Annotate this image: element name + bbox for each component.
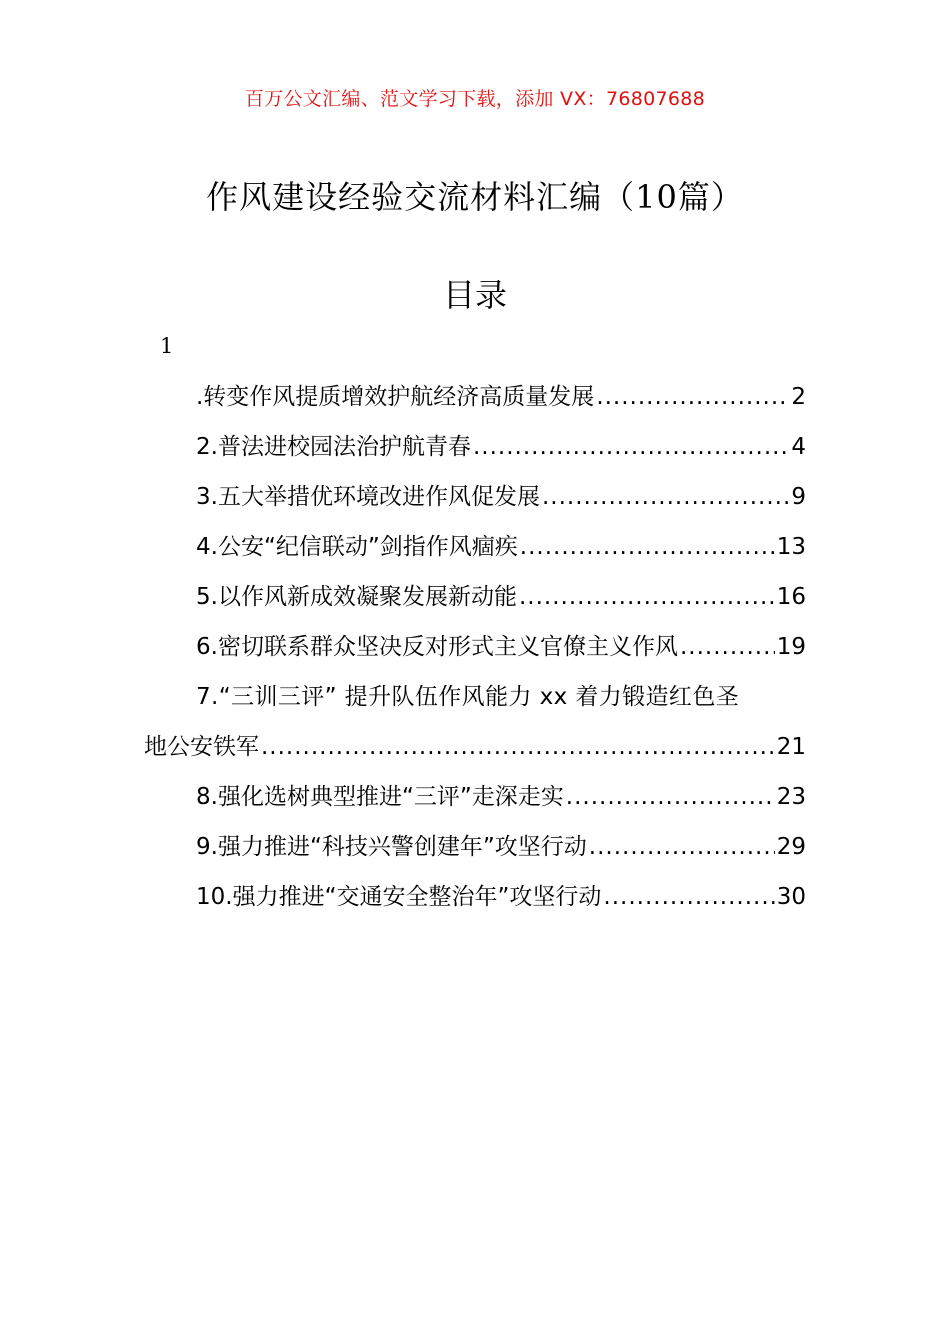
title-suffix: 篇） (677, 178, 744, 216)
toc-entry-page: 2 (791, 384, 806, 410)
document-title (0, 172, 950, 218)
toc-marker: 1 (160, 334, 174, 358)
toc-leader-dots (520, 522, 775, 572)
toc-leader-dots (603, 872, 774, 922)
toc-entry-label: 7.“三训三评” 提升队伍作风能力 xx 着力锻造红色圣 (196, 684, 740, 710)
toc-entry-label: 8.强化选树典型推进“三评”走深走实 (196, 784, 564, 810)
title-number: 10 (635, 178, 678, 216)
toc-entry-label: 10.强力推进“交通安全整治年”攻坚行动 (196, 884, 602, 910)
toc-entry-label: 2.普法进校园法治护航青春 (196, 434, 471, 460)
toc-entry-page: 9 (791, 484, 806, 510)
toc-entry-page: 30 (776, 884, 806, 910)
table-of-contents (144, 372, 806, 922)
toc-leader-dots (542, 472, 789, 522)
toc-entry-page: 19 (776, 634, 806, 660)
toc-leader-dots (589, 822, 775, 872)
toc-entry-label: 9.强力推进“科技兴警创建年”攻坚行动 (196, 834, 587, 860)
toc-entry-9[interactable] (144, 822, 806, 872)
toc-entry-page: 16 (776, 584, 806, 610)
toc-entry-8[interactable] (144, 772, 806, 822)
toc-entry-page: 13 (776, 534, 806, 560)
toc-entry-1[interactable] (144, 372, 806, 422)
toc-leader-dots (473, 422, 789, 472)
toc-leader-dots (519, 572, 775, 622)
toc-heading: 目录 (442, 276, 507, 314)
toc-entry-page: 29 (776, 834, 806, 860)
toc-entry-7-line-2[interactable] (144, 722, 806, 772)
toc-entry-label: 3.五大举措优环境改进作风促发展 (196, 484, 540, 510)
toc-entry-page: 21 (776, 734, 806, 760)
toc-entry-label: 5.以作风新成效凝聚发展新动能 (196, 584, 517, 610)
toc-leader-dots (566, 772, 775, 822)
toc-entry-3[interactable] (144, 472, 806, 522)
toc-entry-label: 4.公安“纪信联动”剑指作风痼疾 (196, 534, 518, 560)
watermark-banner: 百万公文汇编、范文学习下载，添加 VX：76807688 (244, 88, 706, 110)
title-prefix: 作风建设经验交流材料汇编（ (206, 178, 636, 216)
toc-entry-label: .转变作风提质增效护航经济高质量发展 (196, 384, 595, 410)
toc-entry-page: 4 (791, 434, 806, 460)
toc-leader-dots (261, 722, 775, 772)
toc-entry-10[interactable] (144, 872, 806, 922)
toc-entry-7-line-1[interactable] (144, 672, 806, 722)
toc-entry-4[interactable] (144, 522, 806, 572)
toc-entry-6[interactable] (144, 622, 806, 672)
toc-entry-2[interactable] (144, 422, 806, 472)
toc-leader-dots (596, 372, 789, 422)
toc-entry-label: 地公安铁军 (144, 734, 259, 760)
toc-entry-label: 6.密切联系群众坚决反对形式主义官僚主义作风 (196, 634, 678, 660)
toc-leader-dots (680, 622, 775, 672)
toc-entry-5[interactable] (144, 572, 806, 622)
toc-entry-page: 23 (776, 784, 806, 810)
